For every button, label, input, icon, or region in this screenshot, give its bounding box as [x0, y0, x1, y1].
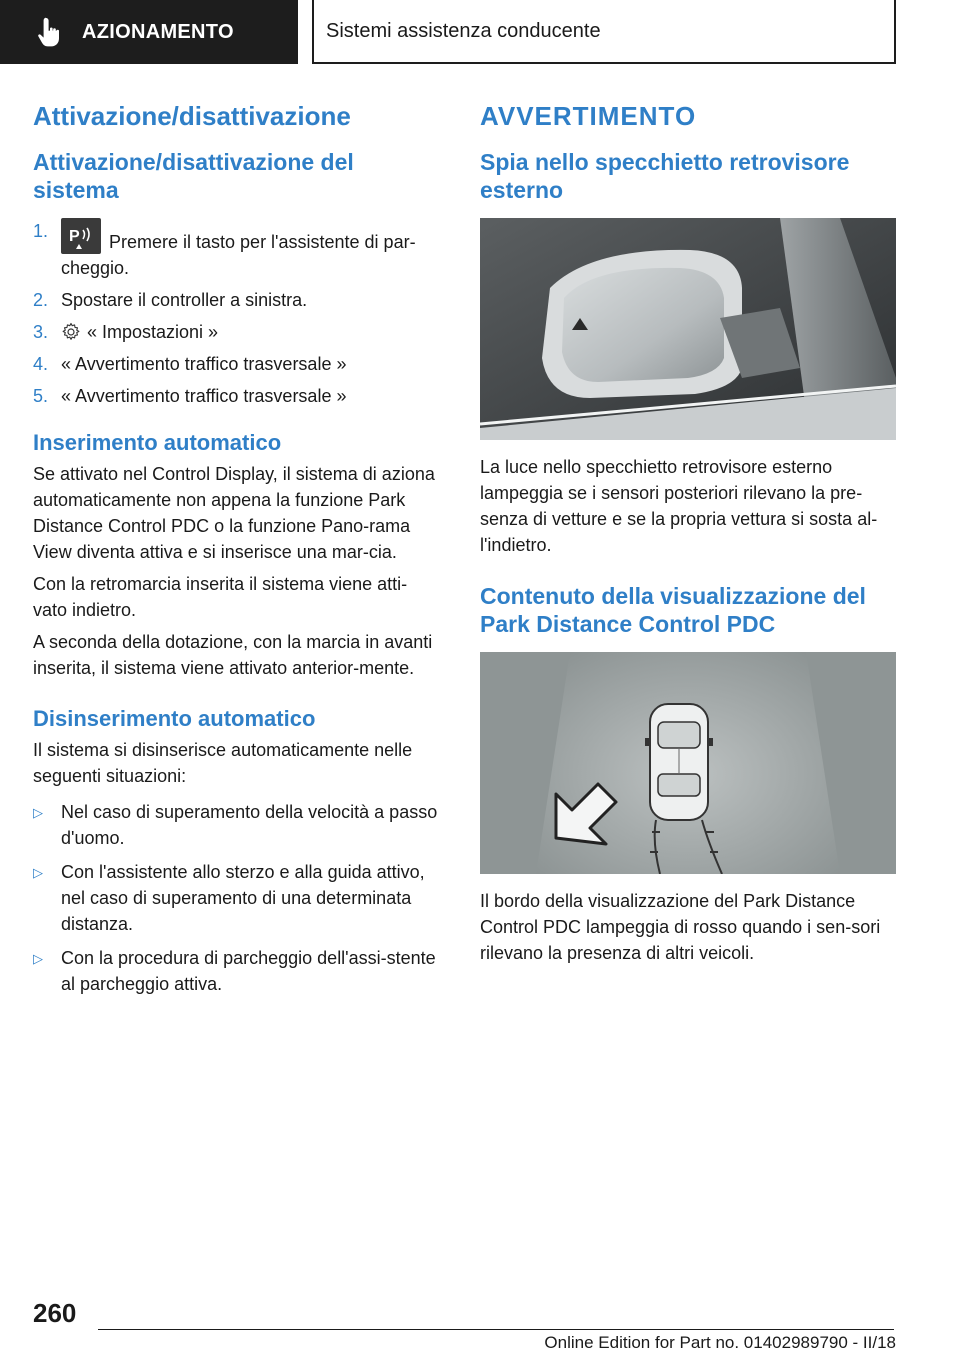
pdc-heading: Contenuto della visualizzazione del Park Distance Control PDC [480, 583, 866, 637]
page-number: 260 [33, 1298, 77, 1328]
step-text: « Impostazioni » [87, 322, 219, 342]
footer-divider [98, 1329, 894, 1330]
paragraph: Se attivato nel Control Display, il sistema di aziona automaticamente non appena la funzione Park Distance Control PDC o la funzione Pano-rama View diventa attiva e si inserisce una mar-cia. [33, 464, 435, 562]
list-item [33, 383, 441, 409]
auto-off-heading: Disinserimento automatico [33, 706, 316, 731]
list-item [33, 351, 441, 377]
list-item [33, 799, 441, 851]
auto-on-heading: Inserimento automatico [33, 430, 282, 455]
left-column [33, 100, 441, 1005]
bullet-text: Con la procedura di parcheggio dell'assi-stente al parcheggio attiva. [61, 948, 436, 994]
header-section-title: AZIONAMENTO [82, 20, 234, 43]
pdc-display-image [480, 652, 896, 874]
step-text: Spostare il controller a sinistra. [61, 290, 308, 310]
header-section-tab [0, 0, 298, 64]
bullet-text: Con l'assistente allo sterzo e alla guida attivo, nel caso di superamento di una determinata distanza. [61, 862, 425, 934]
list-item [33, 319, 441, 345]
warning-heading: AVVERTIMENTO [480, 101, 697, 131]
step-number: 5. [33, 386, 49, 406]
step-text: Premere il tasto per l'assistente di par-cheggio. [61, 232, 416, 278]
step-number: 4. [33, 354, 49, 374]
paragraph: Con la retromarcia inserita il sistema viene atti-vato indietro. [33, 574, 408, 620]
step-number: 2. [33, 290, 49, 310]
step-number: 3. [33, 322, 49, 342]
mirror-photo [480, 218, 896, 440]
steps-list [33, 218, 441, 409]
park-assist-button-icon [61, 218, 101, 254]
triangle-right-icon: ▷ [33, 865, 43, 880]
step-text: « Avvertimento traffico trasversale » [61, 386, 347, 406]
list-item [33, 945, 441, 997]
step-text: « Avvertimento traffico trasversale » [61, 354, 347, 374]
list-item [33, 859, 441, 937]
bullet-text: Nel caso di superamento della velocità a passo d'uomo. [61, 802, 438, 848]
gear-icon [61, 322, 81, 342]
hand-pointer-icon [34, 14, 70, 50]
triangle-right-icon: ▷ [33, 951, 43, 966]
subsection-heading: Attivazione/disattivazione del sistema [33, 149, 354, 203]
right-column [480, 100, 896, 972]
svg-text:P: P [69, 228, 80, 245]
paragraph: Il sistema si disinserisce automaticamente nelle seguenti situazioni: [33, 740, 413, 786]
pdc-description: Il bordo della visualizzazione del Park Distance Control PDC lampeggia di rosso quando i sen-sori rilevano la presenza di altri veicoli. [480, 891, 881, 963]
list-item [33, 218, 441, 281]
edition-note: Online Edition for Part no. 01402989790 - II/18 [544, 1333, 896, 1352]
header-chapter-box [312, 0, 896, 64]
mirror-heading: Spia nello specchietto retrovisore esterno [480, 149, 850, 203]
step-number: 1. [33, 221, 49, 241]
bullet-list [33, 799, 441, 997]
list-item [33, 287, 441, 313]
header-chapter-title: Sistemi assistenza conducente [326, 19, 601, 42]
mirror-description: La luce nello specchietto retrovisore esterno lampeggia se i sensori posteriori rilevano la pre-senza di vetture e se la propria vettura si sosta al-l'indietro. [480, 457, 878, 555]
section-heading: Attivazione/disattivazione [33, 101, 351, 131]
paragraph: A seconda della dotazione, con la marcia in avanti inserita, il sistema viene attivato anterior-mente. [33, 632, 433, 678]
triangle-right-icon: ▷ [33, 805, 43, 820]
